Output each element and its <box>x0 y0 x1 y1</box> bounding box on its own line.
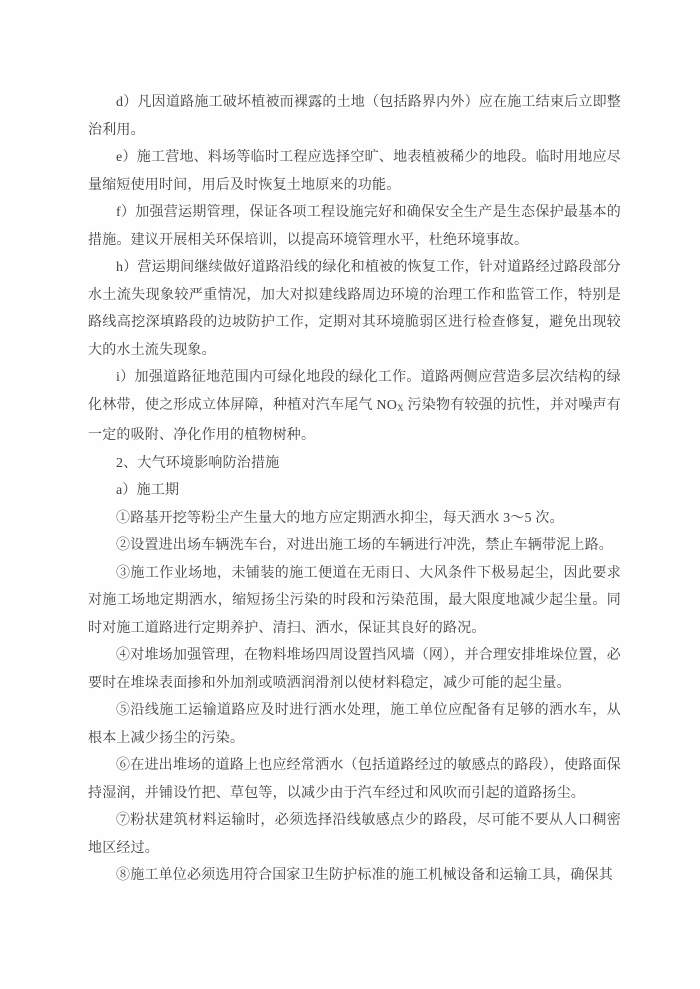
paragraph-text: ⑦粉状建筑材料运输时，必须选择沿线敏感点少的路段，尽可能不要从人口稠密地区经过。 <box>88 813 621 856</box>
paragraph-item-1 <box>88 505 621 533</box>
paragraph-text: f）加强营运期管理，保证各项工程设施完好和确保安全生产是生态保护最基本的措施。建议开展相关环保培训，以提高环境管理水平，杜绝环境事故。 <box>88 205 621 248</box>
subscript-text: X <box>397 402 404 413</box>
paragraph-text: ④对堆场加强管理，在物料堆场四周设置挡风墙（网），并合理安排堆垛位置，必要时在堆垛表面掺和外加剂或喷洒润滑剂以使材料稳定，减少可能的起尘量。 <box>88 648 621 691</box>
paragraph-item-7 <box>88 807 621 862</box>
document-body <box>88 89 621 890</box>
paragraph-item-8 <box>88 862 621 890</box>
paragraph-text: i）加强道路征地范围内可绿化地段的绿化工作。道路两侧应营造多层次结构的绿化林带，使之形成立体屏障，种植对汽车尾气 NO <box>88 370 621 413</box>
paragraph-text: ⑤沿线施工运输道路应及时进行洒水处理，施工单位应配备有足够的洒水车，从根本上减少扬尘的污染。 <box>88 703 621 746</box>
paragraph-item-3 <box>88 560 621 643</box>
paragraph-item-2 <box>88 532 621 560</box>
paragraph-text: ⑥在进出堆场的道路上也应经常洒水（包括道路经过的敏感点的路段），使路面保持湿润，并铺设竹把、草包等，以减少由于汽车经过和风吹而引起的道路扬尘。 <box>88 758 621 801</box>
paragraph-item-d <box>88 89 621 144</box>
paragraph-item-4 <box>88 642 621 697</box>
paragraph-item-a-construction-period <box>88 477 621 505</box>
paragraph-text: ③施工作业场地，未铺装的施工便道在无雨日、大风条件下极易起尘，因此要求对施工场地定期洒水，缩短扬尘污染的时段和污染范围，最大限度地减少起尘量。同时对施工道路进行定期养护、清扫、洒水，保证其良好的路况。 <box>88 565 621 636</box>
paragraph-text: h）营运期间继续做好道路沿线的绿化和植被的恢复工作，针对道路经过路段部分水土流失现象较严重情况，加大对拟建线路周边环境的治理工作和监管工作，特别是路线高挖深填路段的边坡防护工作，定期对其环境脆弱区进行检查修复，避免出现较大的水土流失现象。 <box>88 260 621 358</box>
paragraph-item-5 <box>88 697 621 752</box>
paragraph-text: ⑧施工单位必须选用符合国家卫生防护标准的施工机械设备和运输工具，确保其 <box>116 868 613 883</box>
paragraph-item-h <box>88 254 621 364</box>
paragraph-text: 污染物有较强的抗性，并对噪声有一定的吸附、净化作用的植物树种。 <box>88 397 621 443</box>
paragraph-text: e）施工营地、料场等临时工程应选择空旷、地表植被稀少的地段。临时用地应尽量缩短使用时间，用后及时恢复土地原来的功能。 <box>88 150 621 193</box>
paragraph-item-f <box>88 199 621 254</box>
paragraph-text: ①路基开挖等粉尘产生量大的地方应定期洒水抑尘，每天洒水 3～5 次。 <box>116 510 564 526</box>
paragraph-text: 2、大气环境影响防治措施 <box>116 455 280 471</box>
paragraph-text: d）凡因道路施工破坏植被而裸露的土地（包括路界内外）应在施工结束后立即整治利用。 <box>88 95 621 138</box>
paragraph-item-e <box>88 144 621 199</box>
paragraph-item-i <box>88 364 621 450</box>
paragraph-item-6 <box>88 752 621 807</box>
paragraph-section-2-heading <box>88 450 621 478</box>
paragraph-text: ②设置进出场车辆洗车台，对进出施工场的车辆进行冲洗，禁止车辆带泥上路。 <box>116 538 613 553</box>
paragraph-text: a）施工期 <box>116 483 180 498</box>
